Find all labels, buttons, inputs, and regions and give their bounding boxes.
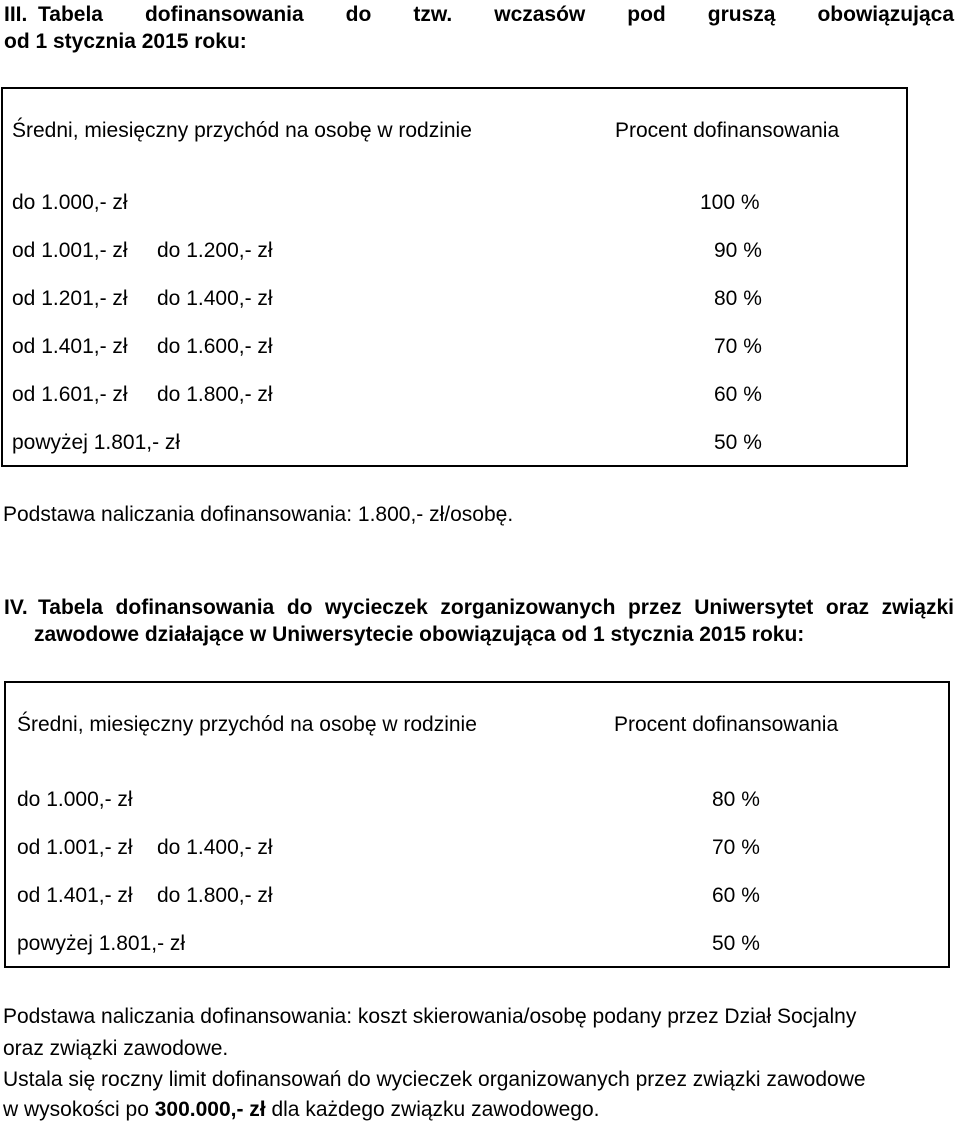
table-row (6, 883, 948, 931)
table-row (3, 430, 906, 478)
col-header-income: Średni, miesięczny przychód na osobę w rodzinie (17, 713, 477, 736)
income-to: do 1.800,- zł (157, 884, 273, 907)
percent-value: 80 % (712, 788, 760, 811)
percent-value: 50 % (712, 932, 760, 955)
percent-value: 80 % (714, 287, 762, 310)
table-row (3, 190, 906, 238)
percent-value: 60 % (712, 884, 760, 907)
section-4-table (4, 681, 950, 968)
table-row (3, 238, 906, 286)
limit-prefix: w wysokości po (3, 1098, 155, 1121)
table-row (6, 931, 948, 979)
income-from: od 1.401,- zł (17, 884, 133, 907)
section-4-title-line2: zawodowe działające w Uniwersytecie obowiązująca od 1 stycznia 2015 roku: (34, 623, 805, 646)
section-4-title-line1: Tabela dofinansowania do wycieczek zorganizowanych przez Uniwersytet oraz związki (38, 596, 954, 619)
income-from: od 1.001,- zł (17, 836, 133, 859)
table-row (3, 382, 906, 430)
percent-value: 70 % (714, 335, 762, 358)
section-4-number: IV. (4, 596, 28, 619)
col-header-percent: Procent dofinansowania (615, 119, 840, 142)
percent-value: 90 % (714, 239, 762, 262)
income-to: do 1.800,- zł (157, 383, 273, 406)
income-to: do 1.400,- zł (157, 836, 273, 859)
income-from: od 1.201,- zł (12, 287, 128, 310)
income-from: powyżej 1.801,- zł (17, 932, 186, 955)
section-4-heading (4, 594, 954, 648)
table-row (6, 787, 948, 835)
income-from: od 1.601,- zł (12, 383, 128, 406)
section-3-table (1, 87, 908, 467)
section-3-title-line1: Tabela dofinansowania do tzw. wczasów pod gruszą obowiązująca (38, 3, 954, 26)
section-3-basis: Podstawa naliczania dofinansowania: 1.800,- zł/osobę. (3, 503, 514, 526)
income-from: od 1.401,- zł (12, 335, 128, 358)
col-header-percent: Procent dofinansowania (614, 713, 839, 736)
section-4-basis-line1: Podstawa naliczania dofinansowania: koszt skierowania/osobę podany przez Dział Socjalny (3, 1005, 857, 1028)
section-4-limit-line2 (3, 1097, 600, 1123)
table-row (3, 334, 906, 382)
income-to: do 1.600,- zł (157, 335, 273, 358)
table-row (3, 286, 906, 334)
income-to: do 1.200,- zł (157, 239, 273, 262)
col-header-income: Średni, miesięczny przychód na osobę w rodzinie (12, 119, 472, 142)
income-to: do 1.400,- zł (157, 287, 273, 310)
limit-amount: 300.000,- zł (154, 1098, 266, 1121)
table-row (6, 835, 948, 883)
section-3-title-line2: od 1 stycznia 2015 roku: (4, 30, 247, 53)
section-4-limit-line1: Ustala się roczny limit dofinansowań do wycieczek organizowanych przez związki zawodowe (3, 1068, 866, 1091)
percent-value: 70 % (712, 836, 760, 859)
income-from: powyżej 1.801,- zł (12, 431, 181, 454)
section-3-heading (4, 1, 954, 55)
percent-value: 100 % (700, 191, 760, 214)
income-from: do 1.000,- zł (17, 788, 133, 811)
percent-value: 50 % (714, 431, 762, 454)
income-from: od 1.001,- zł (12, 239, 128, 262)
section-4-basis-line2: oraz związki zawodowe. (3, 1037, 229, 1060)
limit-suffix: dla każdego związku zawodowego. (265, 1098, 600, 1121)
percent-value: 60 % (714, 383, 762, 406)
income-from: do 1.000,- zł (12, 191, 128, 214)
section-3-number: III. (4, 3, 28, 26)
